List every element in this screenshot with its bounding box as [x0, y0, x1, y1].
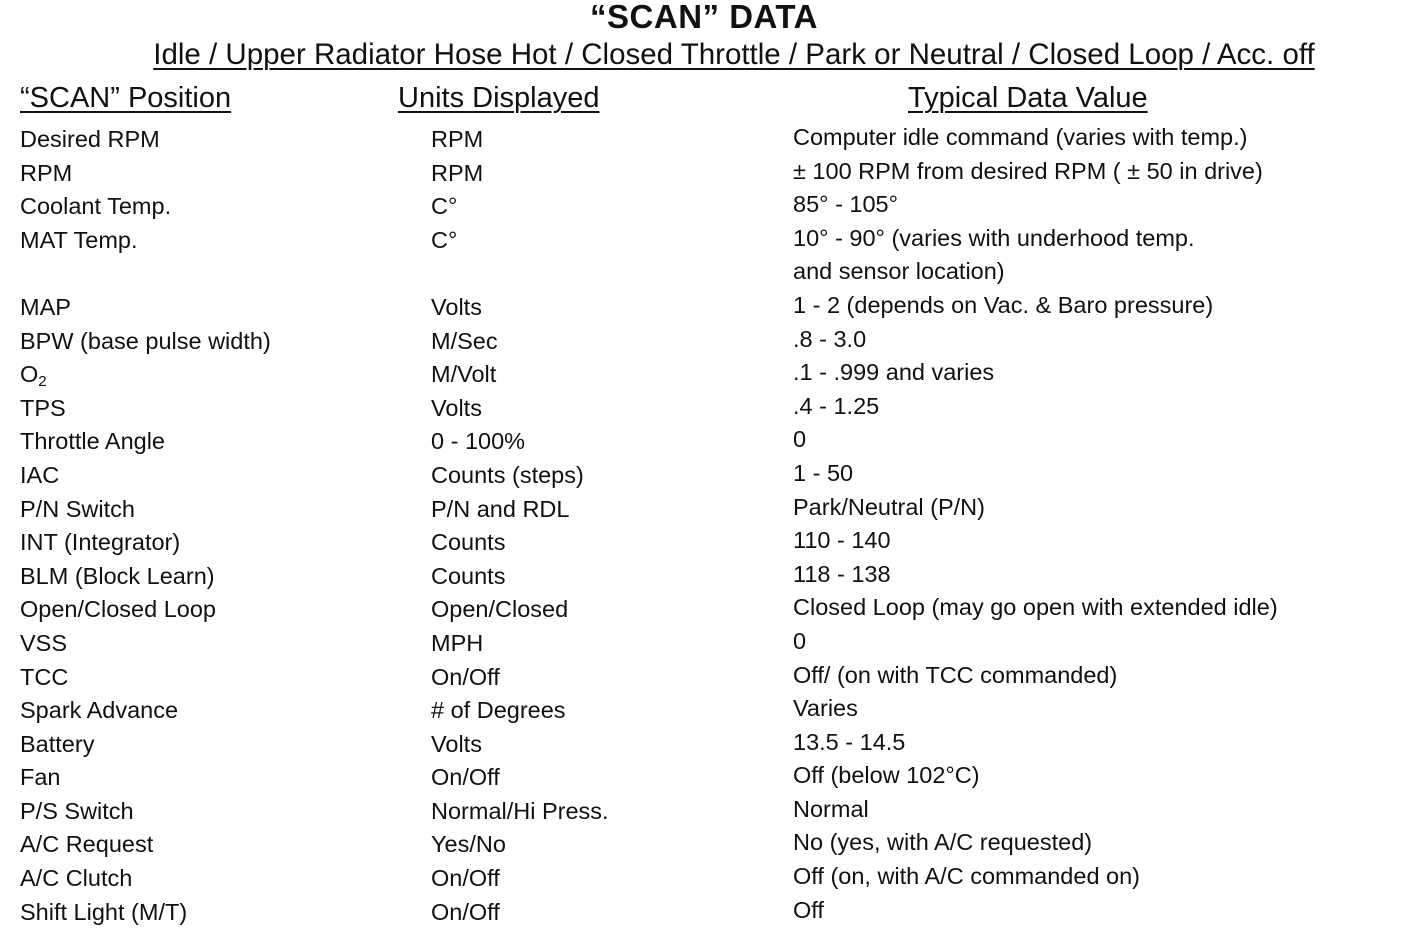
units-cell: Counts (steps) — [431, 461, 584, 488]
position-cell: RPM — [20, 159, 73, 186]
value-cell: .1 - .999 and varies — [793, 359, 995, 386]
position-cell: BLM (Block Learn) — [20, 562, 215, 589]
position-cell: INT (Integrator) — [20, 529, 181, 556]
table-row — [0, 426, 1408, 460]
position-subscript: 2 — [38, 373, 47, 391]
position-cell: BPW (base pulse width) — [20, 327, 271, 354]
position-cell: P/S Switch — [20, 797, 134, 824]
units-cell: Volts — [431, 394, 482, 421]
value-cell: Park/Neutral (P/N) — [793, 493, 985, 520]
units-cell: On/Off — [431, 865, 500, 892]
position-cell: Desired RPM — [20, 126, 160, 152]
table-row — [0, 326, 1408, 360]
position-cell: Battery — [20, 730, 95, 757]
value-cell: 1 - 50 — [793, 459, 854, 486]
units-cell: M/Volt — [431, 361, 497, 388]
units-cell: On/Off — [431, 663, 500, 690]
value-cell: 0 — [793, 627, 807, 654]
value-line-1: 10° - 90° (varies with underhood temp. — [793, 224, 1195, 251]
value-cell: Off/ (on with TCC commanded) — [793, 661, 1118, 688]
position-cell: IAC — [20, 461, 60, 488]
units-cell: C° — [431, 226, 458, 253]
position-cell: Coolant Temp. — [20, 193, 172, 220]
table-row — [0, 628, 1408, 662]
value-line-2: and sensor location) — [793, 258, 1005, 285]
position-cell: Throttle Angle — [20, 428, 166, 455]
value-cell: 1 - 2 (depends on Vac. & Baro pressure) — [793, 291, 1214, 318]
units-cell: RPM — [431, 126, 484, 152]
position-cell: MAT Temp. — [20, 226, 138, 253]
table-row — [0, 494, 1408, 528]
header-typical-data-value: Typical Data Value — [908, 82, 1148, 114]
value-cell: Computer idle command (varies with temp.) — [793, 124, 1248, 150]
table-row — [0, 393, 1408, 427]
value-cell: 13.5 - 14.5 — [793, 728, 906, 755]
table-row — [0, 796, 1408, 830]
header-units-displayed: Units Displayed — [398, 82, 600, 114]
table-row — [0, 191, 1408, 225]
table-row — [0, 225, 1408, 292]
value-cell: Closed Loop (may go open with extended idle) — [793, 594, 1278, 621]
position-cell: A/C Clutch — [20, 865, 133, 892]
units-cell: # of Degrees — [431, 697, 566, 724]
table-row — [0, 292, 1408, 326]
table-row — [0, 527, 1408, 561]
value-cell: 85° - 105° — [793, 191, 899, 218]
position-cell: TPS — [20, 394, 66, 421]
value-cell: 0 — [793, 426, 807, 453]
header-scan-position: “SCAN” Position — [20, 82, 232, 114]
units-cell: Yes/No — [431, 831, 506, 858]
position-cell: A/C Request — [20, 831, 154, 858]
units-cell: Counts — [431, 562, 506, 589]
table-row — [0, 158, 1408, 192]
table-row — [0, 729, 1408, 763]
units-cell: Normal/Hi Press. — [431, 797, 609, 824]
table-row — [0, 762, 1408, 796]
position-cell: VSS — [20, 629, 68, 656]
value-cell: 118 - 138 — [793, 560, 891, 587]
table-row — [0, 863, 1408, 897]
value-cell: .4 - 1.25 — [793, 392, 880, 419]
position-cell: Open/Closed Loop — [20, 596, 216, 623]
position-cell: Shift Light (M/T) — [20, 898, 188, 925]
value-cell: .8 - 3.0 — [793, 325, 867, 352]
units-cell: RPM — [431, 159, 484, 186]
units-cell: 0 - 100% — [431, 428, 526, 455]
units-cell: Volts — [431, 730, 482, 757]
value-cell: Off (on, with A/C commanded on) — [793, 863, 1141, 890]
table-row — [0, 124, 1408, 158]
position-text: O — [20, 361, 39, 388]
units-cell: Open/Closed — [431, 596, 569, 623]
conditions-subtitle: Idle / Upper Radiator Hose Hot / Closed Throttle / Park or Neutral / Closed Loop / Acc. off — [153, 38, 1315, 71]
units-cell: M/Sec — [431, 327, 498, 354]
value-cell — [793, 222, 1195, 289]
units-cell: C° — [431, 193, 458, 220]
units-cell: On/Off — [431, 764, 500, 791]
table-row — [0, 829, 1408, 863]
table-row — [0, 897, 1408, 930]
value-cell: No (yes, with A/C requested) — [793, 829, 1093, 856]
position-cell — [20, 361, 47, 390]
units-cell: Counts — [431, 529, 506, 556]
page-title: “SCAN” DATA — [590, 0, 818, 35]
position-cell: MAP — [20, 293, 71, 320]
value-cell: Normal — [793, 795, 869, 822]
value-cell: 110 - 140 — [793, 527, 891, 554]
table-row — [0, 359, 1408, 393]
units-cell: On/Off — [431, 898, 500, 925]
value-cell: Varies — [793, 695, 858, 722]
units-cell: P/N and RDL — [431, 495, 570, 522]
value-cell: Off (below 102°C) — [793, 762, 980, 789]
units-cell: Volts — [431, 293, 482, 320]
table-row — [0, 561, 1408, 595]
units-cell: MPH — [431, 629, 484, 656]
scan-data-table — [0, 124, 1408, 930]
value-cell: Off — [793, 896, 824, 923]
value-cell: ± 100 RPM from desired RPM ( ± 50 in drive) — [793, 157, 1263, 184]
table-row — [0, 594, 1408, 628]
position-cell: TCC — [20, 663, 69, 690]
position-cell: P/N Switch — [20, 495, 135, 522]
table-row — [0, 460, 1408, 494]
table-row — [0, 695, 1408, 729]
position-cell: Spark Advance — [20, 697, 179, 724]
table-row — [0, 662, 1408, 696]
position-cell: Fan — [20, 764, 61, 791]
